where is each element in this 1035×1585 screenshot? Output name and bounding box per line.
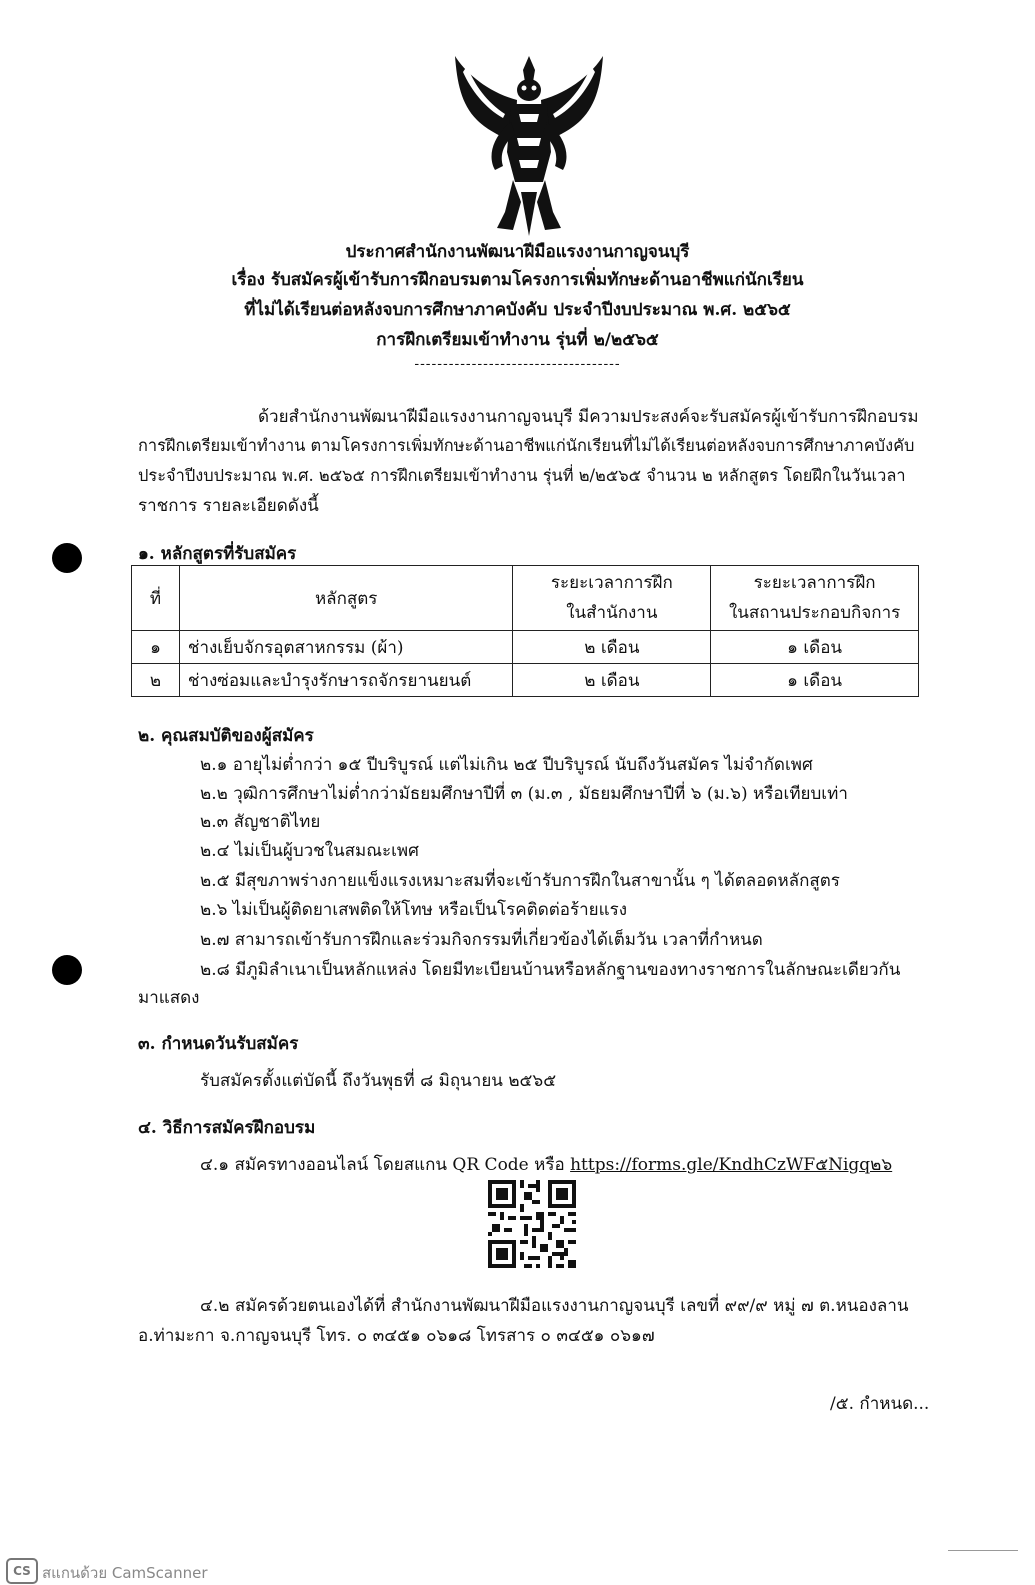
table-row xyxy=(132,664,919,697)
row-course: ช่างเย็บจักรอุตสาหกรรม (ผ้า) xyxy=(179,631,513,664)
walk-in-application-contact: อ.ท่ามะกา จ.กาญจนบุรี โทร. ๐ ๓๔๕๑ ๐๖๑๘ โทรสาร ๐ ๓๔๕๑ ๐๖๑๗ xyxy=(138,1326,655,1346)
intro-line: ราชการ รายละเอียดดังนี้ xyxy=(138,496,319,516)
announcement-batch: การฝึกเตรียมเข้าทำงาน รุ่นที่ ๒/๒๕๖๕ xyxy=(376,330,659,350)
punch-hole xyxy=(52,955,82,985)
section-4-title: ๔. วิธีการสมัครฝึกอบรม xyxy=(138,1118,316,1138)
garuda-emblem-icon xyxy=(447,52,612,237)
row-office-duration: ๒ เดือน xyxy=(513,631,711,664)
header-company-label: ระยะเวลาการฝึก xyxy=(753,573,876,593)
intro-line: ประจำปีงบประมาณ พ.ศ. ๒๕๖๕ การฝึกเตรียมเข้าทำงาน รุ่นที่ ๒/๒๕๖๕ จำนวน ๒ หลักสูตร โดยฝึกในวันเวลา xyxy=(138,466,906,485)
header-company-sublabel: ในสถานประกอบกิจการ xyxy=(728,603,901,623)
course-table xyxy=(131,565,919,697)
qualification-item: ๒.๘ มีภูมิลำเนาเป็นหลักแหล่ง โดยมีทะเบียนบ้านหรือหลักฐานของทางราชการในลักษณะเดียวกัน xyxy=(200,960,901,980)
table-row xyxy=(132,631,919,664)
header-company-duration xyxy=(711,566,919,631)
online-application xyxy=(200,1151,892,1178)
walk-in-application: ๔.๒ สมัครด้วยตนเองได้ที่ สำนักงานพัฒนาฝีมือแรงงานกาญจนบุรี เลขที่ ๙๙/๙ หมู่ ๗ ต.หนองลาน xyxy=(200,1296,909,1316)
section-1-title: ๑. หลักสูตรที่รับสมัคร xyxy=(138,544,297,564)
qualification-item-continuation: มาแสดง xyxy=(138,988,200,1008)
application-form-link[interactable]: https://forms.gle/KndhCzWF๕Nigq๒๖ xyxy=(570,1155,893,1175)
row-company-duration: ๑ เดือน xyxy=(711,631,919,664)
qualification-item: ๒.๑ อายุไม่ต่ำกว่า ๑๕ ปีบริบูรณ์ แต่ไม่เกิน ๒๕ ปีบริบูรณ์ นับถึงวันสมัคร ไม่จำกัดเพศ xyxy=(200,755,813,775)
page-continuation: /๕. กำหนด... xyxy=(830,1394,930,1414)
title-divider: ------------------------------------ xyxy=(414,356,621,372)
announcement-subject-line2: ที่ไม่ได้เรียนต่อหลังจบการศึกษาภาคบังคับ ประจำปีงบประมาณ พ.ศ. ๒๕๖๕ xyxy=(244,300,791,320)
header-no xyxy=(132,566,180,631)
row-no: ๑ xyxy=(132,631,180,664)
row-no: ๒ xyxy=(132,664,180,697)
header-office-duration xyxy=(513,566,711,631)
scanner-watermark: สแกนด้วย CamScanner xyxy=(42,1564,208,1582)
header-course xyxy=(179,566,513,631)
application-period: รับสมัครตั้งแต่บัดนี้ ถึงวันพุธที่ ๘ มิถุนายน ๒๕๖๕ xyxy=(200,1071,557,1091)
row-office-duration: ๒ เดือน xyxy=(513,664,711,697)
section-2-title: ๒. คุณสมบัติของผู้สมัคร xyxy=(138,726,314,746)
header-office-sublabel: ในสำนักงาน xyxy=(566,603,658,623)
header-no-label: ที่ xyxy=(149,588,162,609)
camscanner-logo-icon: CS xyxy=(6,1558,38,1584)
qualification-item: ๒.๕ มีสุขภาพร่างกายแข็งแรงเหมาะสมที่จะเข้ารับการฝึกในสาขานั้น ๆ ได้ตลอดหลักสูตร xyxy=(200,871,840,891)
qr-code-icon[interactable] xyxy=(488,1180,576,1268)
header-course-label: หลักสูตร xyxy=(314,588,378,609)
qualification-item: ๒.๗ สามารถเข้ารับการฝึกและร่วมกิจกรรมที่เกี่ยวข้องได้เต็มวัน เวลาที่กำหนด xyxy=(200,930,763,950)
intro-line: ด้วยสำนักงานพัฒนาฝีมือแรงงานกาญจนบุรี มีความประสงค์จะรับสมัครผู้เข้ารับการฝึกอบรม xyxy=(258,407,919,427)
table-header-row xyxy=(132,566,919,631)
qualification-item: ๒.๔ ไม่เป็นผู้บวชในสมณะเพศ xyxy=(200,841,419,861)
footer-rule xyxy=(948,1550,1018,1551)
qualification-item: ๒.๓ สัญชาติไทย xyxy=(200,812,321,832)
announcement-subject: เรื่อง รับสมัครผู้เข้ารับการฝึกอบรมตามโครงการเพิ่มทักษะด้านอาชีพแก่นักเรียน xyxy=(231,270,804,290)
qualification-item: ๒.๖ ไม่เป็นผู้ติดยาเสพติดให้โทษ หรือเป็นโรคติดต่อร้ายแรง xyxy=(200,900,628,920)
announcement-title: ประกาศสำนักงานพัฒนาฝีมือแรงงานกาญจนบุรี xyxy=(345,242,690,262)
section-3-title: ๓. กำหนดวันรับสมัคร xyxy=(138,1034,299,1054)
row-course: ช่างซ่อมและบำรุงรักษารถจักรยานยนต์ xyxy=(179,664,513,697)
qualification-item: ๒.๒ วุฒิการศึกษาไม่ต่ำกว่ามัธยมศึกษาปีที่ ๓ (ม.๓ , มัธยมศึกษาปีที่ ๖ (ม.๖) หรือเทียบเท่า xyxy=(200,784,848,804)
intro-line: การฝึกเตรียมเข้าทำงาน ตามโครงการเพิ่มทักษะด้านอาชีพแก่นักเรียนที่ไม่ได้เรียนต่อหลังจบการศึกษาภาคบังคับ xyxy=(138,436,915,455)
online-application-text: ๔.๑ สมัครทางออนไลน์ โดยสแกน QR Code หรือ xyxy=(200,1155,571,1175)
punch-hole xyxy=(52,543,82,573)
row-company-duration: ๑ เดือน xyxy=(711,664,919,697)
header-office-label: ระยะเวลาการฝึก xyxy=(550,573,673,593)
